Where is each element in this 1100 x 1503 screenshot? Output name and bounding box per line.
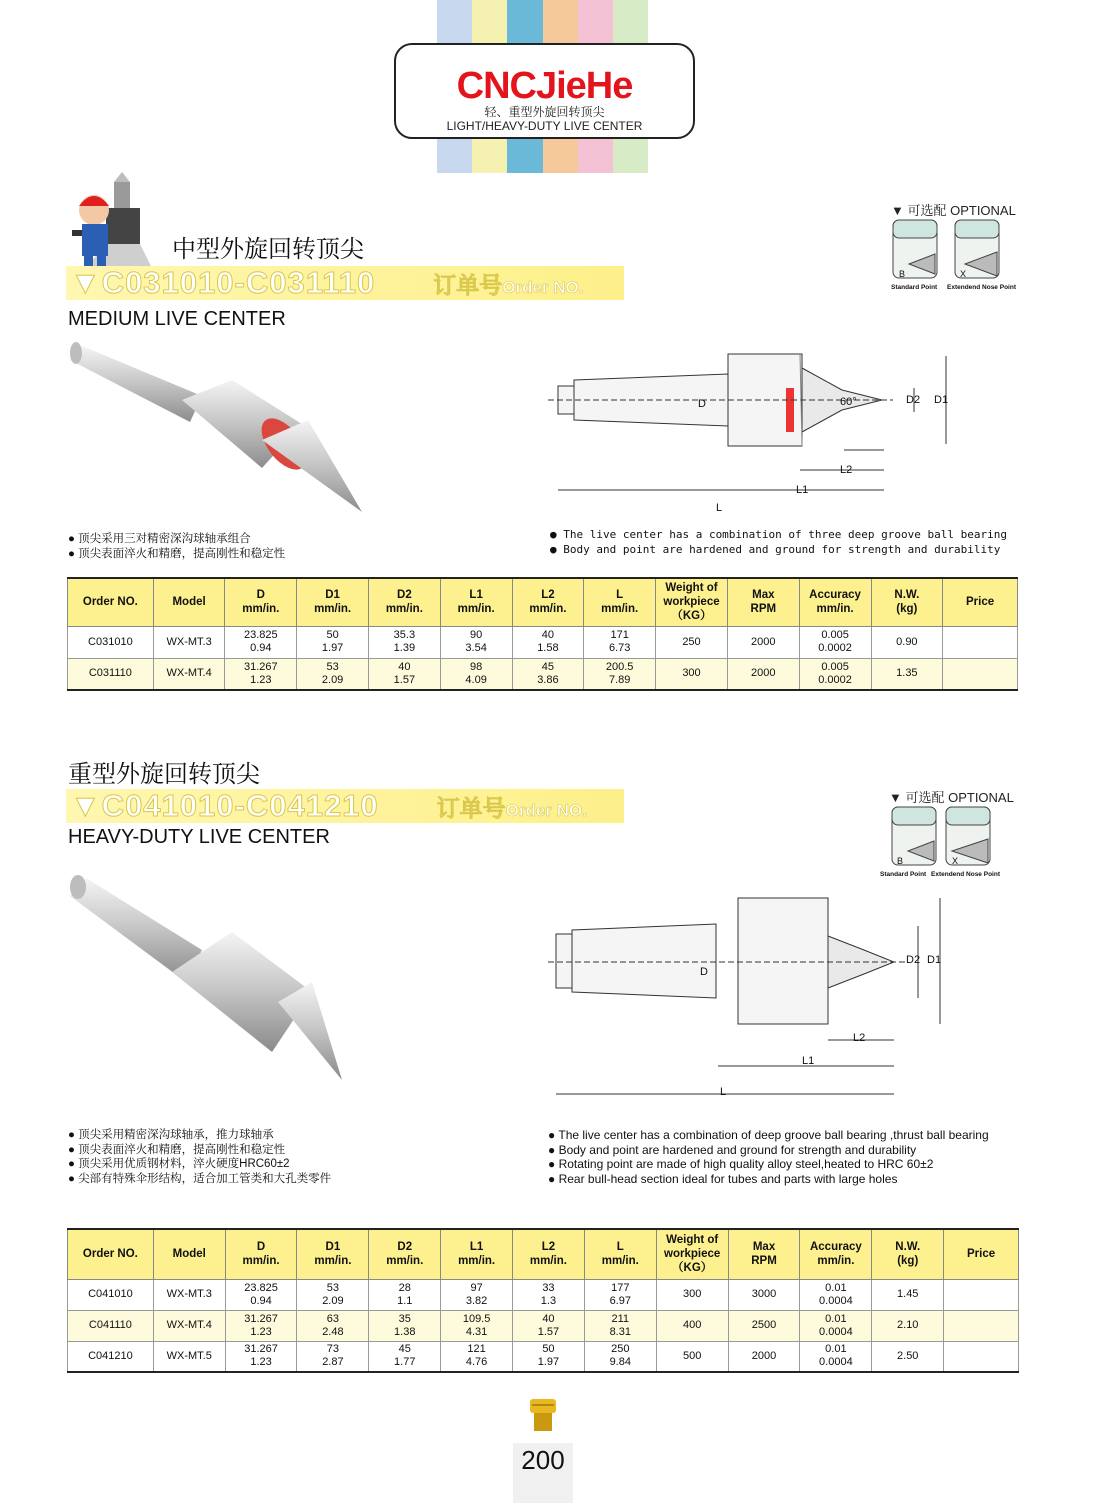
header-line: mm/in. — [529, 603, 567, 616]
cell-line: 45 — [541, 660, 555, 673]
logo-box — [394, 43, 695, 139]
table-cell-l2 — [512, 658, 584, 690]
table-cell-l2 — [512, 626, 584, 658]
dim-angle-label: 60° — [840, 396, 857, 408]
section2-title-cn: 重型外旋回转顶尖 — [68, 760, 260, 788]
dim-d2-label: D2 — [906, 394, 921, 406]
header-line: mm/in. — [458, 1255, 496, 1268]
cell-line: 40 — [542, 1312, 555, 1325]
cell-line: 0.0004 — [819, 1356, 853, 1369]
table-cell-d — [225, 1310, 297, 1341]
table-cell-weight: 300 — [656, 658, 728, 690]
cell-line: 1.23 — [250, 1356, 272, 1369]
header-line: D — [256, 1241, 266, 1254]
header-line: Price — [966, 1248, 996, 1261]
cell-line: 1.38 — [394, 1325, 416, 1338]
cell-line: 1.97 — [321, 642, 344, 654]
cell-line: 4.31 — [465, 1325, 488, 1338]
header-line: Model — [172, 1248, 206, 1261]
header-line: D2 — [397, 589, 412, 602]
section2-optional-label: ▼ 可选配 OPTIONAL — [889, 790, 1014, 805]
header-line: Weight of — [665, 582, 718, 595]
cell-line: 171 — [610, 629, 629, 641]
heavy-duty-live-center-photo — [62, 872, 362, 1092]
bullet-en: ● Body and point are hardened and ground for strength and durability — [548, 1142, 917, 1157]
table-header-cell — [799, 578, 871, 626]
cell-line: 1.58 — [537, 642, 559, 654]
cell-line: 0.94 — [250, 1294, 272, 1307]
table-header-cell — [225, 1229, 297, 1279]
cell-line: 53 — [326, 660, 339, 673]
brand-logo: CNCJieHe — [456, 65, 633, 107]
header-line: （KG） — [672, 1262, 713, 1275]
table-header-cell — [800, 1229, 872, 1279]
header-line: workpiece — [663, 596, 720, 609]
opt-x-letter: X — [960, 269, 967, 279]
order-label-cn: 订单号 — [433, 271, 503, 298]
dim-d2-label: D2 — [906, 954, 921, 966]
table-cell-d2 — [369, 1279, 441, 1310]
table-cell-model: WX-MT.3 — [153, 1279, 225, 1310]
cell-line: 8.31 — [609, 1325, 631, 1338]
dim-l2-label: L2 — [840, 464, 853, 476]
opt-b-label: Standard Point — [880, 871, 927, 878]
table-header-cell — [944, 1229, 1019, 1279]
table-cell-l2 — [513, 1279, 585, 1310]
table-header-cell — [369, 1229, 441, 1279]
bullet-cn: ● 顶尖采用三对精密深沟球轴承组合 — [68, 533, 251, 545]
table-header-cell — [584, 1229, 656, 1279]
table-cell-l — [584, 658, 656, 690]
table-cell-l1 — [441, 1341, 513, 1372]
cell-line: 3.82 — [465, 1294, 488, 1307]
header-line: mm/in. — [601, 1255, 639, 1268]
cell-line: 1.23 — [250, 673, 272, 686]
section1-bullets-cn — [68, 532, 285, 561]
cell-line: 9.84 — [609, 1356, 631, 1369]
table-cell-price — [944, 1279, 1019, 1310]
table-cell-l — [584, 1279, 656, 1310]
bullet-en: ● Rear bull-head section ideal for tubes and parts with large holes — [548, 1171, 898, 1186]
section2-bullets-en — [548, 1128, 989, 1186]
cell-line: 1.77 — [394, 1356, 416, 1369]
table-cell-d — [225, 1341, 297, 1372]
header-line: Model — [172, 596, 206, 609]
cell-line: 1.1 — [397, 1294, 413, 1307]
section1-title-cn: 中型外旋回转顶尖 — [172, 235, 364, 263]
bullet-cn: ● 顶尖采用优质钢材料，淬火硬度HRC60±2 — [68, 1158, 290, 1170]
table-cell-weight: 500 — [656, 1341, 728, 1372]
table-cell-d2 — [368, 626, 440, 658]
cell-line: 2.87 — [322, 1356, 344, 1369]
cell-line: 4.76 — [465, 1356, 488, 1369]
table-row — [68, 658, 1018, 690]
table-header-cell — [943, 578, 1018, 626]
table-header-cell — [872, 1229, 944, 1279]
header-line: mm/in. — [385, 603, 423, 616]
table-cell-order: C041110 — [68, 1310, 154, 1341]
header-line: mm/in. — [242, 603, 280, 616]
table-cell-order: C041010 — [68, 1279, 154, 1310]
table-cell-l2 — [513, 1341, 585, 1372]
header-line: RPM — [751, 1255, 777, 1268]
cell-line: 0.0004 — [819, 1325, 853, 1338]
order-label-en: Order NO. — [502, 277, 584, 297]
table-cell-d2 — [369, 1341, 441, 1372]
cell-line: 2.48 — [322, 1325, 344, 1338]
table-cell-nw: 1.45 — [872, 1279, 944, 1310]
bullet-cn: ● 顶尖采用精密深沟球轴承，推力球轴承 — [68, 1129, 274, 1141]
medium-live-center-photo — [62, 340, 382, 520]
header-line: mm/in. — [817, 1255, 855, 1268]
section1-order-band — [66, 266, 624, 300]
section2-order-code: ▼C041010-C041210 — [70, 788, 379, 823]
cell-line: 1.57 — [393, 673, 416, 686]
cell-line: 31.267 — [244, 660, 278, 673]
section1-optional-label: ▼ 可选配 OPTIONAL — [891, 203, 1016, 218]
header-line: mm/in. — [242, 1255, 280, 1268]
cell-line: 40 — [541, 629, 555, 641]
cell-line: 1.39 — [393, 642, 416, 654]
cell-line: 2.09 — [321, 673, 344, 686]
table-header-cell — [656, 578, 728, 626]
table-cell-price — [944, 1341, 1019, 1372]
section2-order-label — [437, 790, 587, 823]
section1-title-en: MEDIUM LIVE CENTER — [68, 308, 286, 330]
table-cell-d2 — [368, 658, 440, 690]
table-header-cell — [225, 578, 297, 626]
header-line: D2 — [397, 1241, 413, 1254]
table-cell-l1 — [440, 658, 512, 690]
table-cell-acc — [800, 1310, 872, 1341]
dim-d1-label: D1 — [927, 954, 942, 966]
opt-b-letter: B — [899, 269, 906, 279]
dim-d1-label: D1 — [934, 394, 949, 406]
dim-l1-label: L1 — [802, 1055, 815, 1067]
header-line: mm/in. — [314, 603, 352, 616]
opt-b-label: Standard Point — [891, 284, 938, 291]
table-header-cell — [513, 1229, 585, 1279]
cell-line: 200.5 — [605, 660, 634, 673]
table-cell-l — [584, 1310, 656, 1341]
table-cell-rpm: 2500 — [728, 1310, 800, 1341]
header-line: Weight of — [666, 1234, 719, 1247]
cell-line: 40 — [398, 660, 411, 673]
header-line: N.W. — [894, 589, 920, 602]
table-row — [68, 1341, 1019, 1372]
cell-line: 1.3 — [540, 1294, 557, 1307]
cell-line: 98 — [470, 660, 483, 673]
table-header-cell — [297, 1229, 369, 1279]
table-row — [68, 1279, 1019, 1310]
header-line: Price — [966, 596, 995, 609]
header-line: L2 — [541, 1241, 556, 1254]
cell-line: 63 — [326, 1312, 340, 1325]
cell-line: 73 — [326, 1343, 340, 1356]
cell-line: 7.89 — [608, 673, 631, 686]
table-cell-acc — [800, 1341, 872, 1372]
bullet-cn: ● 顶尖表面淬火和精磨，提高刚性和稳定性 — [68, 1143, 286, 1156]
header-line: Accuracy — [809, 589, 861, 602]
table-cell-l1 — [441, 1279, 513, 1310]
table-cell-weight: 300 — [656, 1279, 728, 1310]
header-line: L — [616, 1241, 624, 1254]
order-label-en: Order NO. — [505, 800, 587, 820]
table-cell-l1 — [441, 1310, 513, 1341]
cell-line: 1.23 — [250, 1325, 272, 1338]
table-header-cell — [153, 578, 225, 626]
section1-optional-points-icon — [891, 218, 1011, 294]
header-line: D1 — [325, 1241, 341, 1254]
cell-line: 23.825 — [244, 629, 278, 641]
cell-line: 177 — [611, 1281, 630, 1294]
header-line: （KG） — [671, 610, 712, 623]
table-cell-rpm: 2000 — [727, 626, 799, 658]
cell-line: 0.0004 — [819, 1294, 853, 1307]
table-cell-rpm: 2000 — [727, 658, 799, 690]
medium-live-center-drawing — [548, 350, 958, 510]
section2-optional-points-icon — [890, 805, 1010, 881]
table-cell-d1 — [297, 1310, 369, 1341]
cell-line: 3.54 — [465, 642, 487, 654]
bullet-en: ● Body and point are hardened and ground for strength and durability — [550, 542, 1001, 556]
section2-spec-table — [67, 1228, 1019, 1373]
table-cell-acc — [799, 626, 871, 658]
cell-line: 0.0002 — [818, 642, 852, 654]
section2-bullets-cn — [68, 1128, 331, 1186]
header-line: L1 — [469, 1241, 484, 1254]
table-header-cell — [656, 1229, 728, 1279]
table-header-cell — [441, 1229, 513, 1279]
section2-title-en: HEAVY-DUTY LIVE CENTER — [68, 826, 330, 848]
opt-x-label: Extendend Nose Point — [931, 871, 1000, 878]
table-cell-nw: 2.10 — [872, 1310, 944, 1341]
header-line: workpiece — [664, 1248, 721, 1261]
table-cell-weight: 250 — [656, 626, 728, 658]
table-cell-l1 — [440, 626, 512, 658]
cell-line: 31.267 — [244, 1312, 278, 1325]
header-line: L — [616, 589, 624, 602]
table-cell-l — [584, 626, 656, 658]
cell-line: 28 — [398, 1281, 411, 1294]
table-cell-d — [225, 1279, 297, 1310]
table-header-cell — [153, 1229, 225, 1279]
dim-d-label: D — [698, 398, 706, 410]
table-cell-model: WX-MT.3 — [153, 626, 225, 658]
table-cell-d1 — [297, 1341, 369, 1372]
header-line: D1 — [325, 589, 340, 602]
header-line: (kg) — [896, 603, 918, 616]
table-cell-price — [943, 626, 1018, 658]
cell-line: 31.267 — [244, 1343, 278, 1356]
header-line: RPM — [750, 603, 777, 616]
bullet-en: ● Rotating point are made of high quality alloy steel,heated to HRC 60±2 — [548, 1157, 934, 1171]
header-subtitle-cn: 轻、重型外旋回转顶尖 — [484, 105, 605, 119]
cell-line: 33 — [542, 1281, 555, 1294]
bullet-en: ● The live center has a combination of deep groove ball bearing ,thrust ball bearing — [548, 1128, 989, 1142]
dim-d-label: D — [700, 966, 708, 978]
table-header-cell — [68, 1229, 154, 1279]
cell-line: 4.09 — [465, 673, 487, 686]
table-cell-l — [584, 1341, 656, 1372]
header-line: Order NO. — [82, 1248, 138, 1261]
cell-line: 0.005 — [821, 629, 849, 641]
table-cell-acc — [799, 658, 871, 690]
table-cell-nw: 2.50 — [872, 1341, 944, 1372]
cell-line: 35.3 — [393, 629, 416, 641]
table-cell-d — [225, 626, 297, 658]
cell-line: 90 — [470, 629, 483, 641]
section1-bullets-en — [550, 528, 1007, 557]
table-cell-weight: 400 — [656, 1310, 728, 1341]
table-cell-nw: 0.90 — [871, 626, 943, 658]
dim-l-label: L — [720, 1086, 727, 1098]
table-header-cell — [297, 578, 369, 626]
bullet-cn: ● 尖部有特殊伞形结构，适合加工管类和大孔类零件 — [68, 1172, 332, 1185]
table-cell-model: WX-MT.4 — [153, 658, 225, 690]
header-line: mm/in. — [457, 603, 495, 616]
dim-l2-label: L2 — [853, 1032, 866, 1044]
opt-b-letter: B — [897, 856, 904, 866]
cell-line: 121 — [467, 1343, 486, 1356]
header-line: N.W. — [895, 1241, 921, 1254]
cell-line: 0.94 — [250, 642, 272, 654]
cell-line: 23.825 — [244, 1281, 278, 1294]
header-line: Max — [752, 1241, 776, 1254]
table-header-cell — [728, 1229, 800, 1279]
header-subtitle-en: LIGHT/HEAVY-DUTY LIVE CENTER — [446, 119, 643, 133]
header-line: mm/in. — [386, 1255, 424, 1268]
cell-line: 109.5 — [462, 1312, 491, 1325]
table-header-cell — [727, 578, 799, 626]
table-cell-d — [225, 658, 297, 690]
table-header-cell — [368, 578, 440, 626]
cell-line: 1.97 — [537, 1356, 560, 1369]
cell-line: 45 — [398, 1343, 411, 1356]
table-row — [68, 626, 1018, 658]
header-line: L2 — [541, 589, 555, 602]
header-line: Order NO. — [82, 596, 138, 609]
header-line: mm/in. — [601, 603, 639, 616]
cell-line: 53 — [326, 1281, 340, 1294]
mascot-small-icon — [528, 1395, 558, 1435]
table-cell-d1 — [297, 626, 369, 658]
cell-line: 1.57 — [537, 1325, 560, 1338]
header-line: mm/in. — [314, 1255, 352, 1268]
cell-line: 35 — [398, 1312, 411, 1325]
heavy-duty-live-center-drawing — [548, 890, 948, 1100]
table-header-cell — [871, 578, 943, 626]
bullet-cn: ● 顶尖表面淬火和精磨，提高刚性和稳定性 — [68, 547, 286, 560]
header-line: Max — [752, 589, 775, 602]
table-header-cell — [512, 578, 584, 626]
table-cell-price — [944, 1310, 1019, 1341]
cell-line: 211 — [611, 1312, 630, 1325]
dim-l1-label: L1 — [796, 484, 809, 496]
table-cell-order: C041210 — [68, 1341, 154, 1372]
cell-line: 250 — [611, 1343, 630, 1356]
cell-line: 50 — [542, 1343, 555, 1356]
table-cell-rpm: 2000 — [728, 1341, 800, 1372]
table-cell-l2 — [513, 1310, 585, 1341]
header-line: mm/in. — [529, 1255, 567, 1268]
table-header-cell — [68, 578, 154, 626]
header-line: Accuracy — [809, 1241, 862, 1254]
table-cell-d1 — [297, 1279, 369, 1310]
table-cell-model: WX-MT.4 — [153, 1310, 225, 1341]
table-cell-nw: 1.35 — [871, 658, 943, 690]
table-cell-model: WX-MT.5 — [153, 1341, 225, 1372]
table-row — [68, 1310, 1019, 1341]
table-cell-rpm: 3000 — [728, 1279, 800, 1310]
cell-line: 6.73 — [608, 642, 631, 654]
header-line: D — [256, 589, 265, 602]
table-cell-order: C031110 — [68, 658, 154, 690]
section1-spec-table — [67, 577, 1018, 691]
cell-line: 6.97 — [609, 1294, 631, 1307]
section2-order-band — [66, 789, 624, 823]
table-header-cell — [584, 578, 656, 626]
order-label-cn: 订单号 — [436, 794, 506, 821]
header-line: mm/in. — [816, 603, 854, 616]
cell-line: 3.86 — [537, 673, 559, 686]
bullet-en: ● The live center has a combination of three deep groove ball bearing — [550, 528, 1007, 541]
table-cell-order: C031010 — [68, 626, 154, 658]
cell-line: 0.005 — [821, 660, 849, 673]
table-cell-d2 — [369, 1310, 441, 1341]
dim-l-label: L — [716, 502, 723, 514]
section1-order-label — [433, 267, 583, 300]
table-cell-d1 — [297, 658, 369, 690]
cell-line: 50 — [326, 629, 339, 641]
header-line: (kg) — [897, 1255, 919, 1268]
cell-line: 0.01 — [825, 1281, 847, 1294]
section1-order-code: ▼C031010-C031110 — [70, 265, 376, 300]
cell-line: 2.09 — [322, 1294, 344, 1307]
cell-line: 0.01 — [825, 1312, 847, 1325]
table-header-cell — [440, 578, 512, 626]
header-line: L1 — [469, 589, 483, 602]
cell-line: 0.01 — [825, 1343, 847, 1356]
opt-x-letter: X — [952, 856, 959, 866]
table-cell-price — [943, 658, 1018, 690]
cell-line: 97 — [470, 1281, 483, 1294]
cell-line: 0.0002 — [818, 673, 852, 686]
page-number: 200 — [513, 1443, 573, 1503]
table-cell-acc — [800, 1279, 872, 1310]
opt-x-label: Extendend Nose Point — [947, 284, 1016, 291]
